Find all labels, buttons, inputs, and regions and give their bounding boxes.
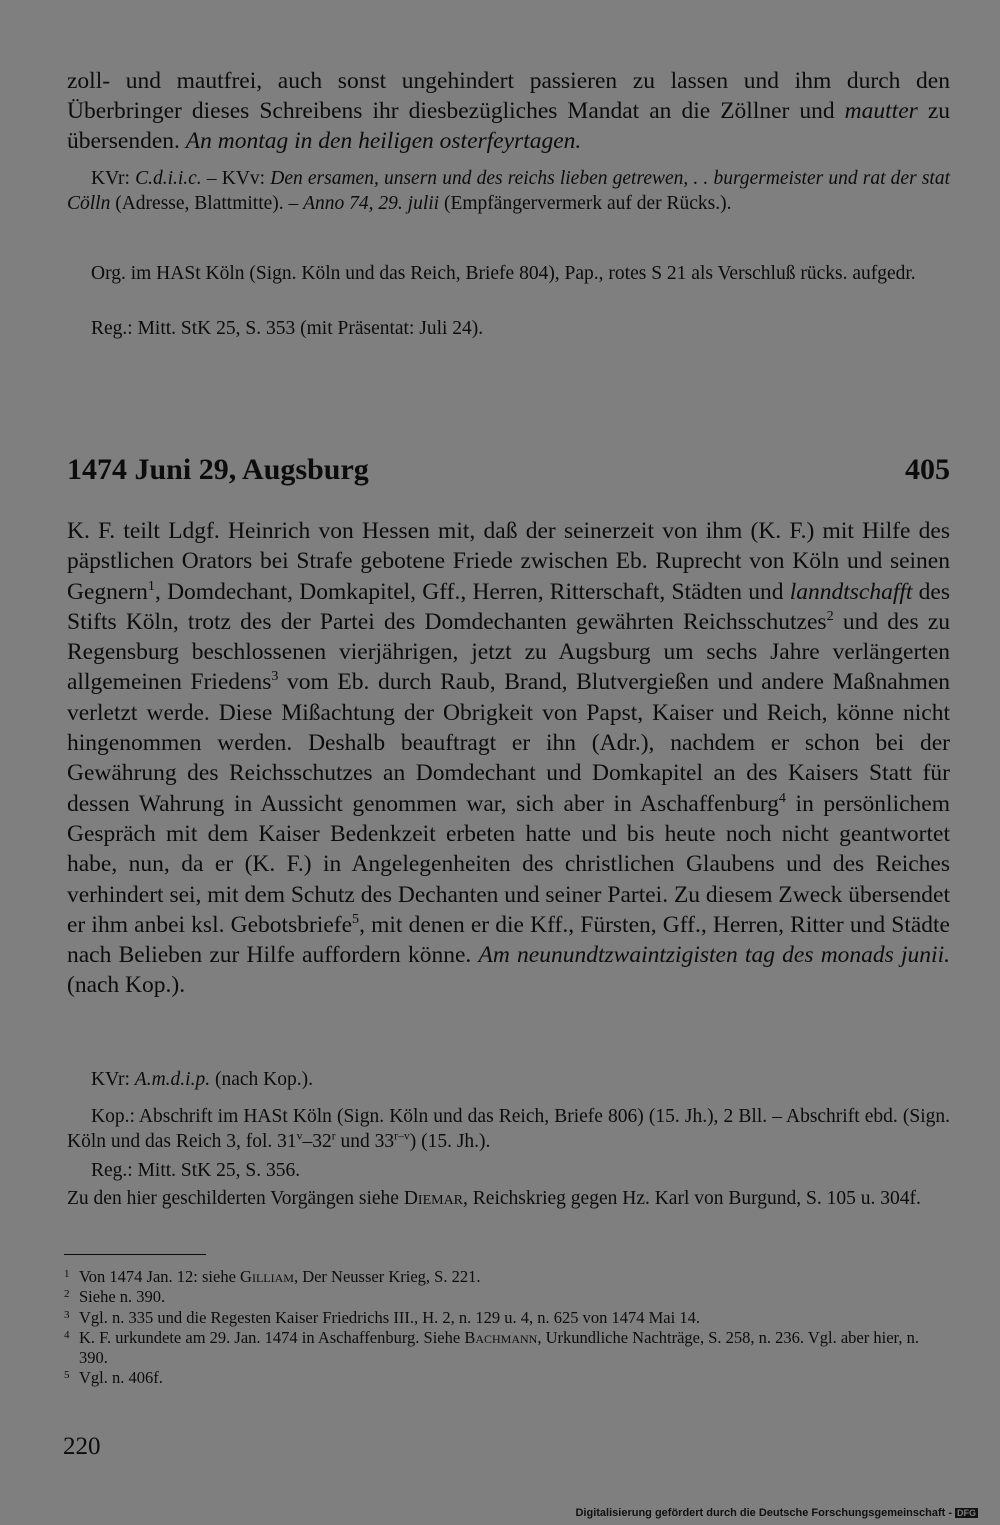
previous-entry-regest: Reg.: Mitt. StK 25, S. 353 (mit Präsentat: Juli 24). — [91, 318, 484, 339]
footnote-5: 5 Vgl. n. 406f. — [64, 1368, 163, 1388]
footnote-1: 1 Von 1474 Jan. 12: siehe Gilliam, Der Neusser Krieg, S. 221. — [64, 1267, 481, 1286]
footnotes — [64, 1267, 950, 1389]
footnote-ref: 1 — [147, 577, 155, 594]
entry-heading — [67, 453, 950, 493]
footnote-ref: 3 — [271, 668, 279, 685]
footnote-4: 4 K. F. urkundete am 29. Jan. 1474 in Aschaffenburg. Siehe Bachmann, Urkundliche Nachträge, S. 258, n. 236. Vgl. aber hier, n. 390. — [64, 1327, 919, 1368]
footnote-ref: 5 — [352, 910, 360, 927]
entry-copies: Kop.: Abschrift im HASt Köln (Sign. Köln und das Reich, Briefe 806) (15. Jh.), 2 Bll. – Abschrift ebd. (Sign. Köln und das Reich 3, fol. 31$^v$–32$^r$ und 33$^{r-v}$) (15. Jh.). — [67, 1106, 950, 1152]
entry-regest-ref: Reg.: Mitt. StK 25, S. 356. — [91, 1160, 301, 1181]
previous-entry-end: zoll- und mautfrei, auch sonst ungehindert passieren zu lassen und ihm durch den Überbringer dieses Schreibens ihr diesbezügliches Mandat an die Zöllner und mautter zu übersenden. An montag in den heiligen osterfeyrtagen. — [67, 68, 950, 154]
entry-regest-text: K. F. teilt Ldgf. Heinrich von Hessen mit, daß der seinerzeit von ihm (K. F.) mit Hilfe des päpstlichen Orators bei Strafe gebotene Friede zwischen Eb. Ruprecht von Köln und seinen Gegnern$^1$, Domdechant, Domkapitel, Gff., Herren, Ritterschaft, Städten und lanndtschafft des Stifts Köln, trotz des der Partei des Domdechanten gewährten Reichsschutzes$^2$ und des zu Regensburg beschlossenen vierjährigen, jetzt zu Augsburg um sechs Jahre verlängerten allgemeinen Friedens$^3$ vom Eb. durch Raub, Brand, Blutvergießen und andere Maßnahmen verletzt werde. Diese Mißachtung der Obrigkeit von Papst, Kaiser und Reich, könne nicht hingenommen werden. Deshalb beauftragt er ihn (Adr.), nachdem er schon bei der Gewährung des Reichsschutzes an Domdechant und Domkapitel an des Kaisers Statt für dessen Wahrung in Aussicht genommen war, sich aber in Aschaffenburg$^4$ in persönlichem Gespräch mit dem Kaiser Bedenkzeit erbeten hatte und bis heute noch nicht geantwortet habe, nun, da er (K. F.) in Angelegenheiten des christlichen Glaubens und des Reiches verhindert sei, mit dem Schutz des Dechanten und seiner Partei. Zu diesem Zweck übersendet er ihm anbei ksl. Gebotsbriefe$^5$, mit denen er die Kff., Fürsten, Gff., Herren, Ritter und Städte nach Belieben zur Hilfe auffordern könne. Am neunundtzwaintzigisten tag des monads junii. (nach Kop.). — [67, 518, 950, 999]
footnote-ref: 4 — [778, 789, 786, 806]
previous-entry-kv: KVr: C.d.i.i.c. – KVv: Den ersamen, unsern und des reichs lieben getrewen, . . burgermeister und rat der stat Cölln (Adresse, Blattmitte). – Anno 74, 29. julii (Empfängervermerk auf der Rücks.). — [67, 168, 951, 214]
footnote-ref: 2 — [826, 607, 834, 624]
entry-kv: KVr: A.m.d.i.p. (nach Kop.). — [91, 1069, 313, 1090]
dfg-logo: DFG — [957, 1508, 976, 1518]
entry-date-place: 1474 Juni 29, Augsburg — [67, 453, 369, 486]
footnote-divider — [64, 1254, 206, 1255]
page-number: 220 — [63, 1433, 101, 1460]
entry-number: 405 — [905, 453, 950, 486]
entry-literature: Zu den hier geschilderten Vorgängen siehe Diemar, Reichskrieg gegen Hz. Karl von Burgund, S. 105 u. 304f. — [67, 1188, 921, 1209]
funding-note: Digitalisierung gefördert durch die Deutsche Forschungsgemeinschaft - DFG — [575, 1507, 976, 1519]
previous-entry-original: Org. im HASt Köln (Sign. Köln und das Reich, Briefe 804), Pap., rotes S 21 als Verschluß rücks. aufgedr. — [91, 263, 916, 284]
footnote-2: 2 Siehe n. 390. — [64, 1287, 166, 1307]
footnote-3: 3 Vgl. n. 335 und die Regesten Kaiser Friedrichs III., H. 2, n. 129 u. 4, n. 625 von 1474 Mai 14. — [64, 1307, 700, 1327]
